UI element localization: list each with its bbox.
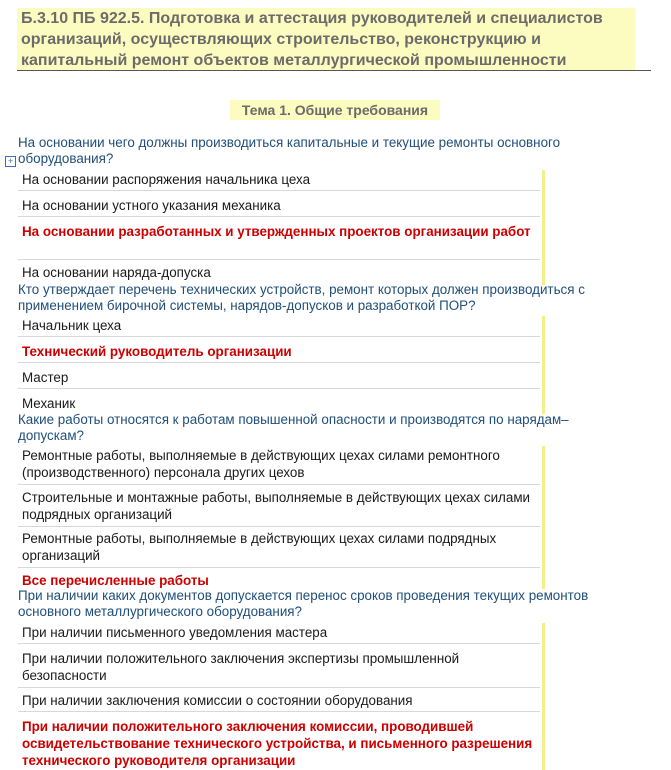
question-3: Какие работы относятся к работам повышенной опасности и производятся по нарядам–допускам? bbox=[18, 412, 569, 443]
answer-3-3[interactable]: Ремонтные работы, выполняемые в действующих цехах силами подрядных организаций bbox=[18, 528, 540, 568]
answer-1-4[interactable]: На основании наряда-допуска bbox=[22, 265, 211, 280]
answer-3-2[interactable]: Строительные и монтажные работы, выполняемые в действующих цехах силами подрядных организаций bbox=[18, 487, 540, 527]
answer-2-3[interactable]: Мастер bbox=[18, 367, 540, 389]
answer-3-1[interactable]: Ремонтные работы, выполняемые в действующих цехах силами ремонтного (производственного) персонала других цехов bbox=[18, 445, 540, 485]
document-title: Б.3.10 ПБ 922.5. Подготовка и аттестация руководителей и специалистов организаций, осуществляющих строительство, реконструкцию и капитальный ремонт объектов металлургической промышленности bbox=[17, 8, 635, 71]
question-1: На основании чего должны производиться капитальные и текущие ремонты основного оборудования? bbox=[18, 135, 561, 166]
answer-1-1[interactable]: На основании распоряжения начальника цеха bbox=[18, 169, 540, 191]
answer-4-2[interactable]: При наличии положительного заключения экспертизы промышленной безопасности bbox=[18, 648, 540, 688]
answer-3-4-correct[interactable]: Все перечисленные работы bbox=[22, 573, 209, 588]
answer-4-4-correct[interactable]: При наличии положительного заключения комиссии, проводившей освидетельствование технического устройства, и письменного разрешения технического руководителя организации bbox=[22, 719, 533, 768]
question-4: При наличии каких документов допускается перенос сроков проведения текущих ремонтов основного металлургического оборудования? bbox=[18, 588, 589, 619]
answer-2-2-correct[interactable]: Технический руководитель организации bbox=[18, 341, 540, 363]
highlight-tick bbox=[542, 170, 545, 285]
highlight-tick bbox=[542, 623, 545, 770]
answer-2-4[interactable]: Механик bbox=[22, 396, 76, 411]
answer-2-1[interactable]: Начальник цеха bbox=[18, 315, 540, 337]
answer-4-3[interactable]: При наличии заключения комиссии о состоянии оборудования bbox=[18, 690, 540, 712]
highlight-tick bbox=[542, 316, 545, 414]
answer-1-3-correct[interactable]: На основании разработанных и утвержденных проектов организации работ bbox=[18, 221, 540, 260]
title-divider bbox=[17, 70, 651, 71]
topic-heading: Тема 1. Общие требования bbox=[230, 100, 440, 120]
question-2: Кто утверждает перечень технических устройств, ремонт которых должен производиться с применением бирочной системы, нарядов-допусков и разработкой ПОР? bbox=[18, 282, 585, 313]
answer-1-2[interactable]: На основании устного указания механика bbox=[18, 195, 540, 217]
highlight-tick bbox=[542, 446, 545, 589]
expand-icon[interactable]: + bbox=[5, 156, 16, 167]
answer-4-1[interactable]: При наличии письменного уведомления мастера bbox=[18, 622, 540, 644]
